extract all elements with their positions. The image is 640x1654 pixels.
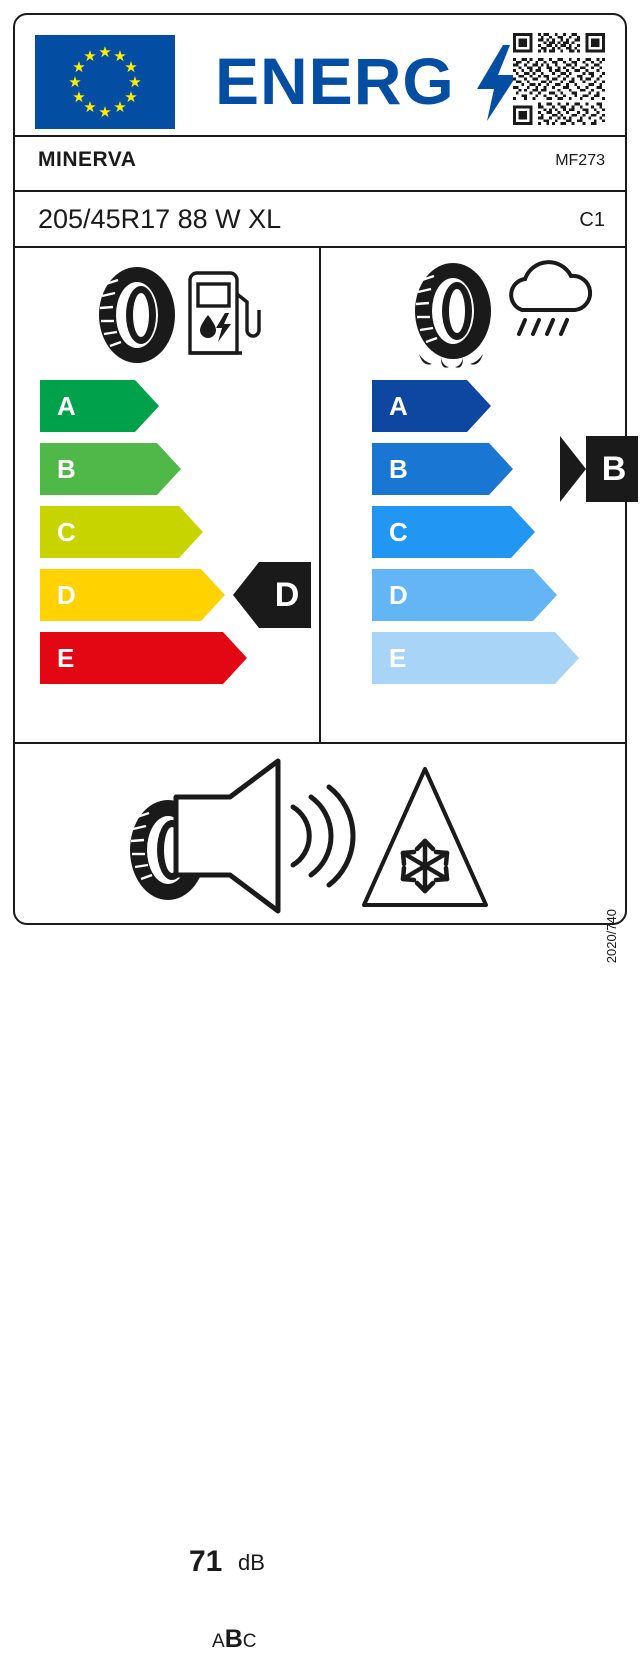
grade-bar-letter: C (40, 506, 179, 558)
eu-flag-icon (35, 35, 175, 129)
model-code: MF273 (555, 152, 605, 169)
page-title: ENERG (215, 44, 455, 118)
grade-bar (40, 569, 247, 621)
eu-star-icon: ★ (72, 58, 86, 76)
grade-bar (40, 632, 247, 684)
eu-star-icon: ★ (128, 73, 142, 91)
lightning-bolt-icon (477, 45, 517, 121)
eu-star-icon: ★ (124, 58, 138, 76)
grade-bar-tip (555, 632, 579, 684)
grade-bar (40, 380, 247, 432)
divider-brand (15, 190, 625, 192)
noise-class-scale (212, 1625, 256, 1654)
noise-db-unit: dB (238, 1550, 265, 1575)
grade-bar-letter: A (40, 380, 135, 432)
grade-bar-letter: B (372, 443, 489, 495)
grade-bar-letter: A (372, 380, 467, 432)
grade-bar-tip (533, 569, 557, 621)
label-header (15, 15, 625, 135)
eu-star-icon: ★ (83, 99, 97, 117)
eu-star-icon: ★ (98, 43, 112, 61)
grade-bar (40, 443, 247, 495)
qr-code-icon (513, 33, 605, 125)
grade-bar-tip (489, 443, 513, 495)
wet-grip-section (320, 248, 625, 743)
grade-bar (372, 380, 579, 432)
grade-bar (372, 569, 579, 621)
eu-star-icon: ★ (83, 47, 97, 65)
divider-noise (15, 742, 625, 744)
grade-bar-tip (511, 506, 535, 558)
eu-star-icon: ★ (113, 47, 127, 65)
grade-bar-letter: E (40, 632, 223, 684)
fuel-grade-value: D (259, 562, 311, 628)
grade-bar-letter: C (372, 506, 511, 558)
wet-grade-scale (372, 380, 579, 695)
grade-bar-letter: D (40, 569, 201, 621)
tyre-class-code: C1 (579, 209, 605, 231)
fuel-grade-scale (40, 380, 247, 695)
three-peak-mountain-snowflake-icon (360, 763, 490, 913)
grade-bar-letter: D (372, 569, 533, 621)
wet-grade-marker (560, 436, 638, 502)
eu-star-icon: ★ (113, 99, 127, 117)
eu-star-icon: ★ (68, 73, 82, 91)
tyre-rain-cloud-icon (405, 258, 585, 368)
eu-star-icon: ★ (98, 103, 112, 121)
tyre-size: 205/45R17 88 W XL (38, 204, 282, 234)
grade-bar-tip (179, 506, 203, 558)
brand-name: MINERVA (38, 148, 137, 171)
date-code: 2020/740 (604, 909, 619, 964)
label-frame (13, 13, 627, 1653)
grade-bar (372, 632, 579, 684)
fuel-efficiency-section (15, 248, 320, 743)
grade-bar-tip (201, 569, 225, 621)
grade-bar-letter: E (372, 632, 555, 684)
fuel-grade-marker (233, 562, 311, 628)
grade-bar (372, 506, 579, 558)
noise-class-c: C (242, 1631, 257, 1652)
tyre-fuel-pump-icon (90, 258, 260, 363)
wet-grade-value: B (586, 436, 638, 502)
noise-class-b: B (224, 1625, 243, 1653)
grade-bar-tip (467, 380, 491, 432)
grade-bar (40, 506, 247, 558)
eu-star-icon: ★ (124, 88, 138, 106)
noise-db-value: 71 (189, 1545, 223, 1578)
grade-bar-letter: B (40, 443, 157, 495)
eu-star-icon: ★ (72, 88, 86, 106)
divider-header (15, 135, 625, 137)
grade-bar-tip (157, 443, 181, 495)
grade-bar (372, 443, 579, 495)
grade-bar-tip (135, 380, 159, 432)
noise-class-a: A (212, 1631, 225, 1652)
grade-bar-tip (223, 632, 247, 684)
